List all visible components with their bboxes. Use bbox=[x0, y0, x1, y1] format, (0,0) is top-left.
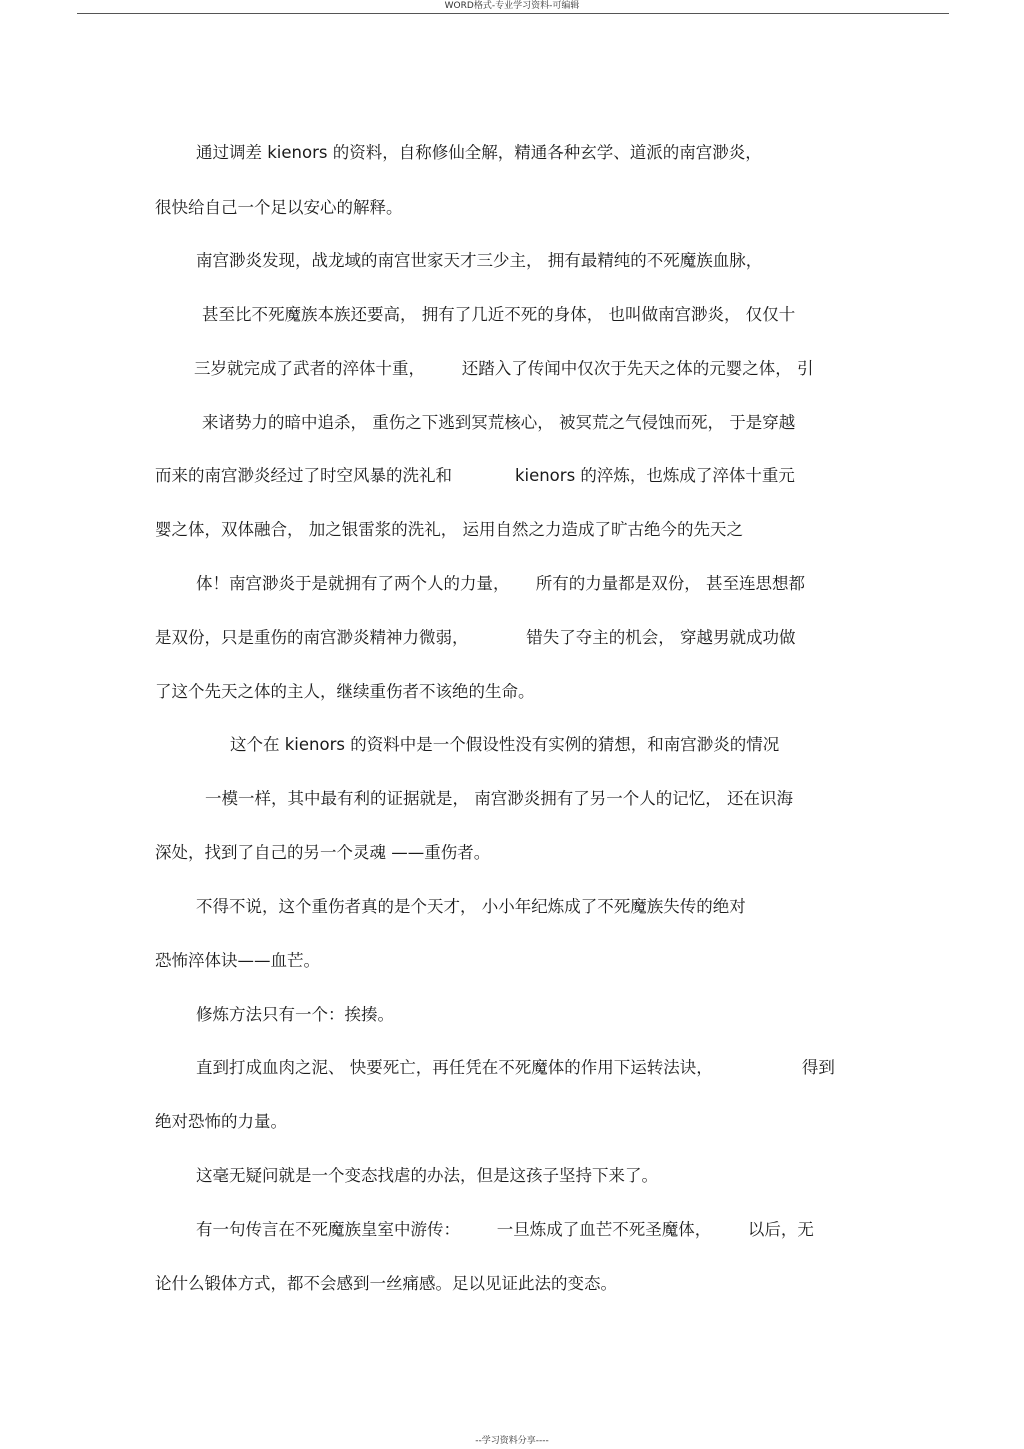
text-line: 婴之体，双体融合， 加之银雷浆的洗礼， 运用自然之力造成了旷古绝今的先天之 bbox=[155, 520, 743, 539]
text-line: 这毫无疑问就是一个变态找虐的办法，但是这孩子坚持下来了。 bbox=[196, 1166, 658, 1185]
page-header: WORD格式-专业学习资料-可编辑 bbox=[444, 1, 580, 11]
text-line: 直到打成血肉之泥、 快要死亡，再任凭在不死魔体的作用下运转法诀， 得到 bbox=[196, 1058, 835, 1077]
text-line: 通过调差 kienors 的资料，自称修仙全解，精通各种玄学、道派的南宫渺炎， bbox=[196, 143, 762, 162]
text-line: 甚至比不死魔族本族还要高， 拥有了几近不死的身体， 也叫做南宫渺炎， 仅仅十 bbox=[202, 305, 796, 324]
text-line: 修炼方法只有一个：挨揍。 bbox=[196, 1005, 394, 1024]
text-line: 深处，找到了自己的另一个灵魂 ——重伤者。 bbox=[155, 843, 491, 862]
text-line: 了这个先天之体的主人，继续重伤者不该绝的生命。 bbox=[155, 682, 535, 701]
text-line: 很快给自己一个足以安心的解释。 bbox=[155, 198, 403, 217]
text-line: 论什么锻体方式，都不会感到一丝痛感。足以见证此法的变态。 bbox=[155, 1274, 617, 1293]
text-line: 绝对恐怖的力量。 bbox=[155, 1112, 287, 1131]
text-line: 这个在 kienors 的资料中是一个假设性没有实例的猜想，和南宫渺炎的情况 bbox=[230, 735, 780, 754]
text-line: 是双份，只是重伤的南宫渺炎精神力微弱， 错失了夺主的机会， 穿越男就成功做 bbox=[155, 628, 796, 647]
text-line: 体！南宫渺炎于是就拥有了两个人的力量， 所有的力量都是双份， 甚至连思想都 bbox=[196, 574, 805, 593]
text-line: 来诸势力的暗中追杀， 重伤之下逃到冥荒核心， 被冥荒之气侵蚀而死， 于是穿越 bbox=[202, 413, 796, 432]
text-line: 恐怖淬体诀——血芒。 bbox=[155, 951, 320, 970]
text-line: 不得不说，这个重伤者真的是个天才， 小小年纪炼成了不死魔族失传的绝对 bbox=[196, 897, 746, 916]
text-line: 南宫渺炎发现，战龙域的南宫世家天才三少主， 拥有最精纯的不死魔族血脉， bbox=[196, 251, 763, 270]
header-divider bbox=[77, 13, 949, 14]
text-line: 一模一样，其中最有利的证据就是， 南宫渺炎拥有了另一个人的记忆， 还在识海 bbox=[205, 789, 793, 808]
text-line: 而来的南宫渺炎经过了时空风暴的洗礼和 kienors 的淬炼，也炼成了淬体十重元 bbox=[155, 466, 795, 485]
text-line: 有一句传言在不死魔族皇室中游传： 一旦炼成了血芒不死圣魔体， 以后，无 bbox=[196, 1220, 814, 1239]
page-footer: --学习资料分享---- bbox=[475, 1436, 549, 1446]
text-line: 三岁就完成了武者的淬体十重， 还踏入了传闻中仅次于先天之体的元婴之体， 引 bbox=[194, 359, 814, 378]
